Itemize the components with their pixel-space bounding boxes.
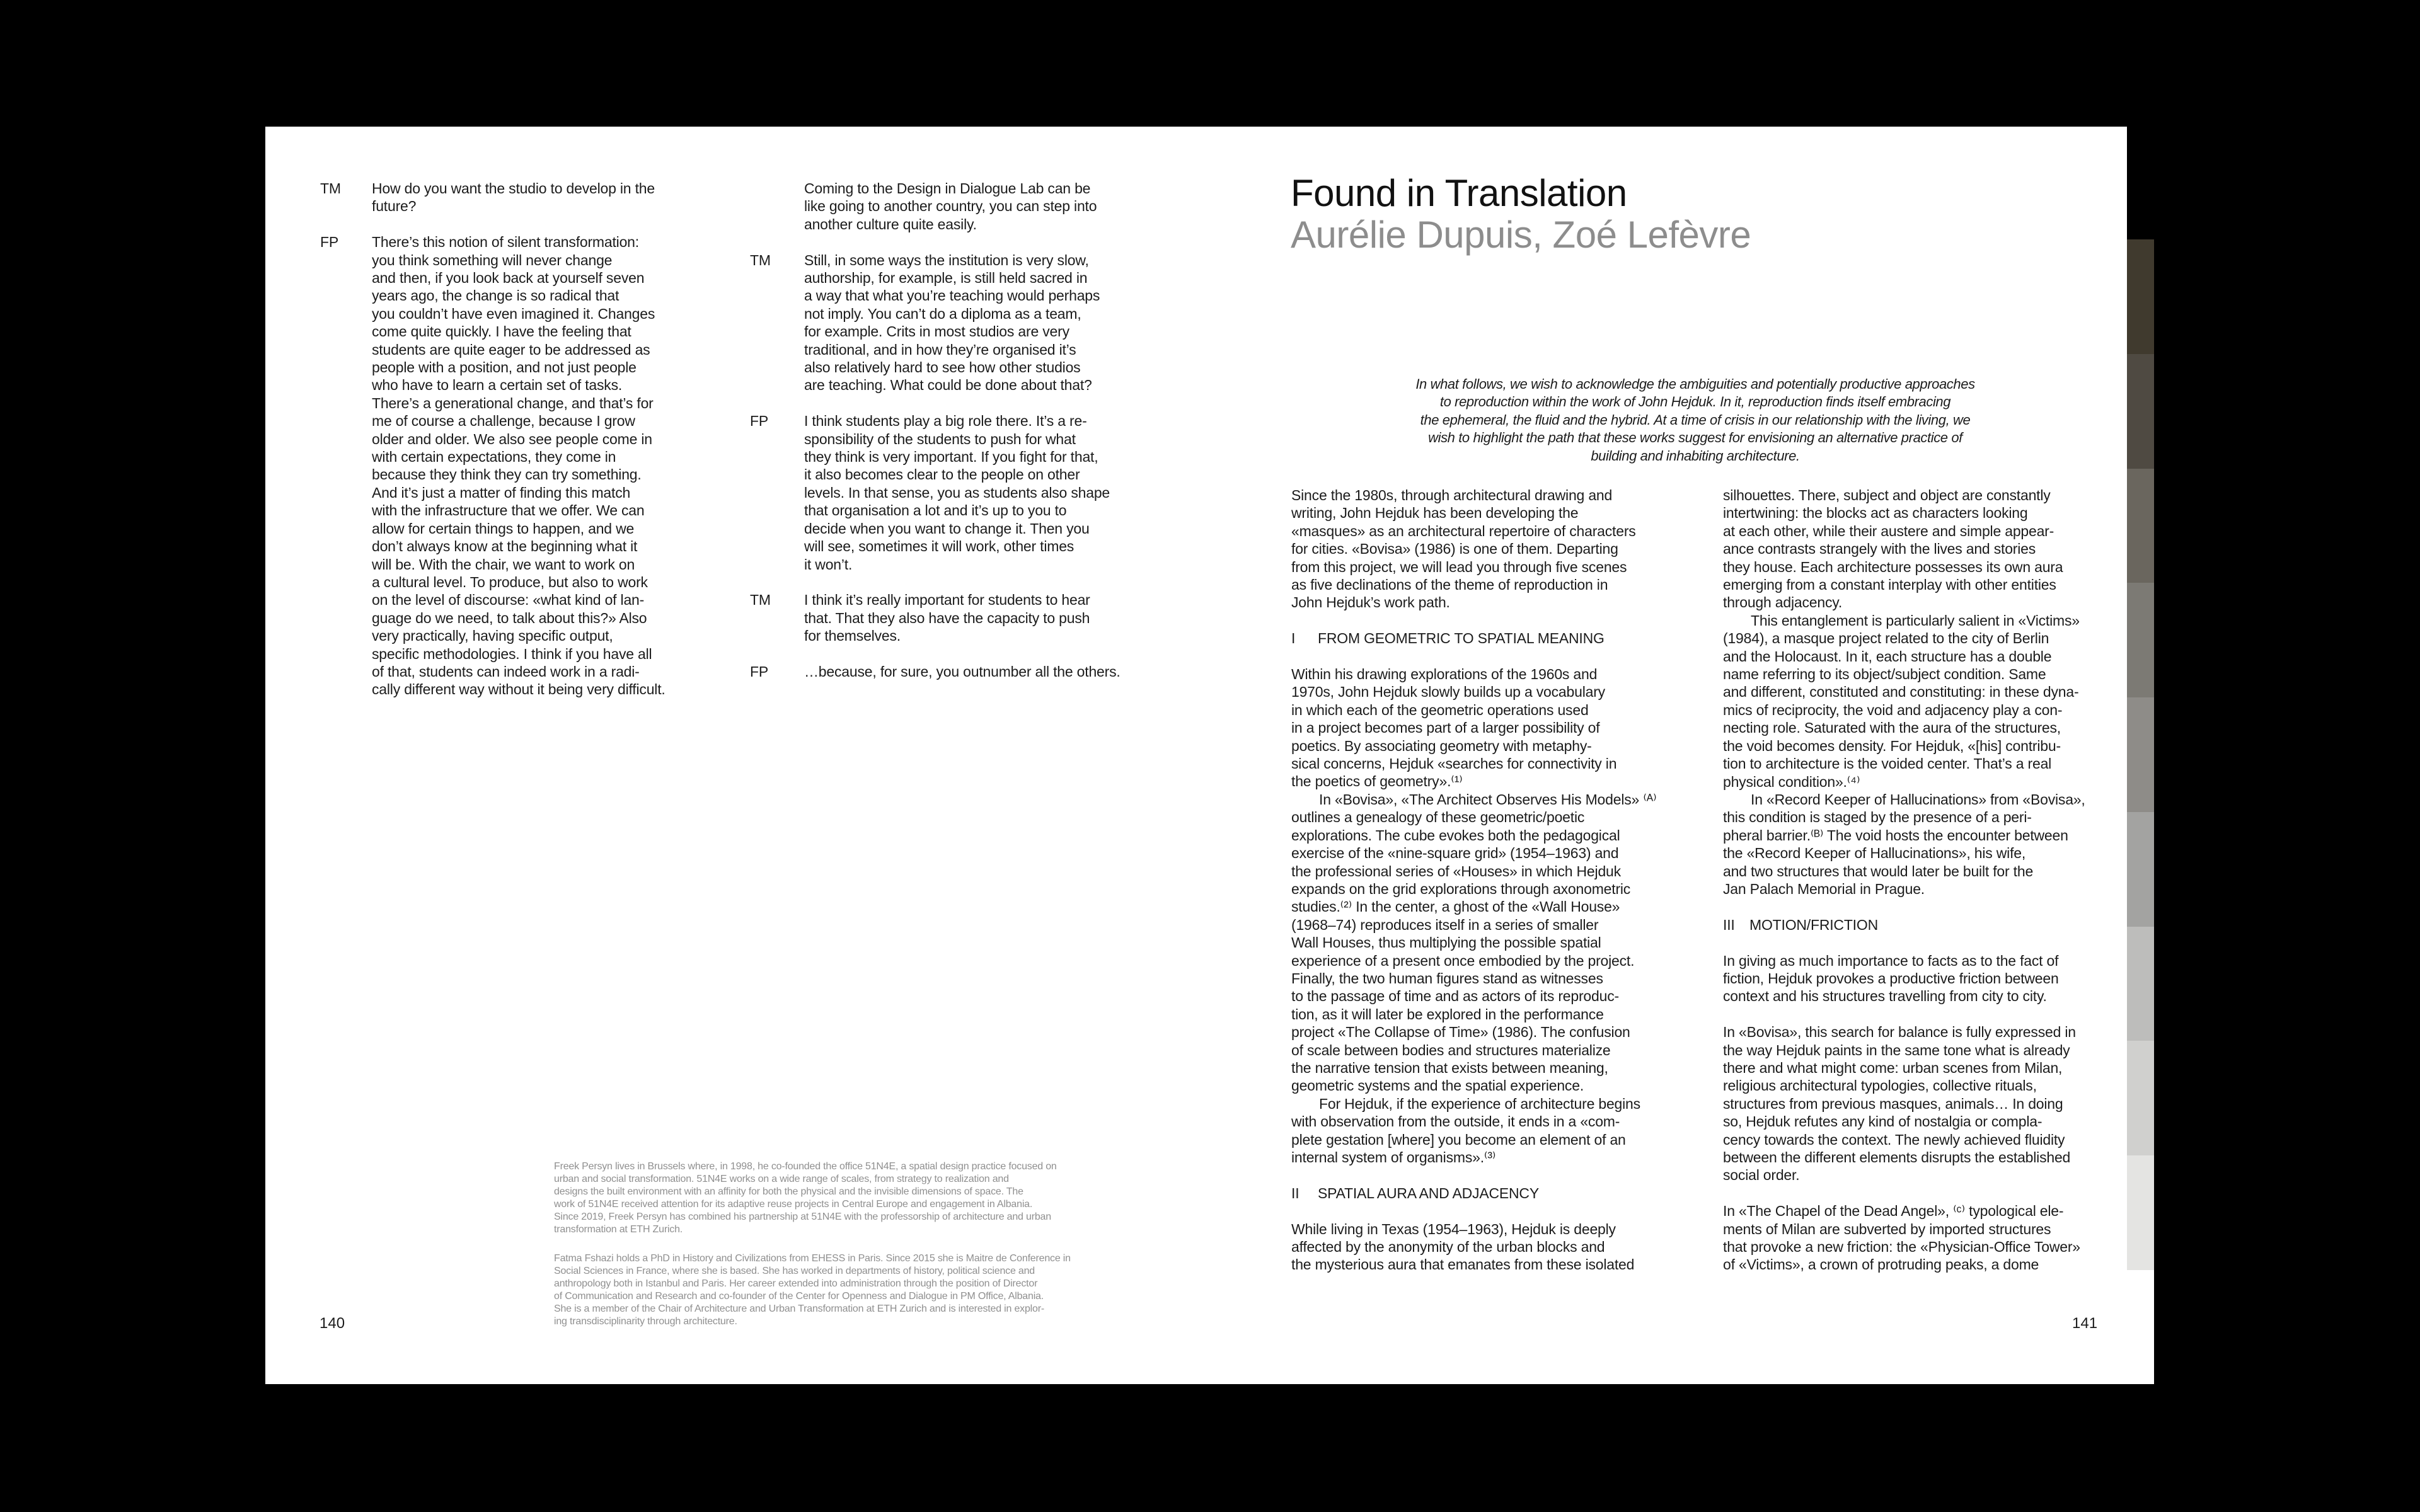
article-title: Found in Translation [1291, 172, 1627, 214]
interview-text: Coming to the Design in Dialogue Lab can be like going to another country, you can step into another culture quite easily. [804, 180, 1097, 232]
body-paragraph: This entanglement is particularly salient in «Victims» (1984), a masque project related to the city of Berlin and the Holocaust. In it, each structure has a double name referring to its object/subject condition. Same and different, constituted and constituting: in these dyna- mics of reciprocity, the void and adjacency play a con- necting role. Saturated with the aura of the structures, the void becomes density. For Hejduk, «[his] contribu- tion to architecture is the voided center. That’s a real physical condition».⁽⁴⁾ [1723, 612, 2080, 790]
gray-swatch [2127, 354, 2154, 469]
article-column-1 [1291, 486, 1676, 1274]
gray-swatch [2127, 697, 2154, 812]
body-paragraph: In «Bovisa», this search for balance is fully expressed in the way Hejduk paints in the same tone what is already there and what might come: urban scenes from Milan, religious architectural typologies, collective rituals, structures from previous masques, animals… In doing so, Hejduk refutes any kind of nostalgia or compla- cency towards the context. The newly achieved fluidity between the different elements disrupts the established social order. [1723, 1024, 2076, 1184]
interview-column-2 [750, 180, 1153, 699]
body-paragraph: In «The Chapel of the Dead Angel», ⁽ᶜ⁾ typological ele- ments of Milan are subverted by imported structures that provoke a new friction: the «Physician-Office Tower» of «Victims», a crown of protruding peaks, a dome [1723, 1203, 2080, 1273]
gray-swatch [2127, 469, 2154, 583]
section-number: III [1723, 916, 1735, 933]
interview-entry [750, 180, 1153, 233]
gray-swatch [2127, 812, 2154, 927]
body-paragraph: silhouettes. There, subject and object are constantly intertwining: the blocks act as characters looking at each other, while their austere and simple appear- ance contrasts strangely with the lives and stories they house. Each architecture possesses its own aura emerging from a constant interplay with other entities through adjacency. [1723, 487, 2063, 611]
speaker-label: FP [320, 234, 338, 251]
body-paragraph: While living in Texas (1954–1963), Hejduk is deeply affected by the anonymity of the urban blocks and the mysterious aura that emanates from these isolated [1291, 1220, 1635, 1273]
speaker-label: TM [320, 180, 341, 197]
speaker-label: TM [750, 592, 771, 609]
gray-swatch [2127, 1155, 2154, 1270]
interview-entry [320, 233, 698, 699]
body-paragraph: Since the 1980s, through architectural drawing and writing, John Hejduk has been developing the «masques» as an architectural repertoire of characters for cities. «Bovisa» (1986) is one of them. Departing from this project, we will lead you through five scenes as five declinations of the theme of reproduction in John Hejduk’s work path. [1291, 487, 1636, 611]
gray-swatch [2127, 583, 2154, 697]
section-heading [1291, 629, 1676, 647]
interview-text: …because, for sure, you outnumber all the others. [804, 663, 1121, 680]
gray-swatch [2127, 1041, 2154, 1155]
section-number: I [1291, 630, 1296, 647]
interview-entry [750, 591, 1153, 644]
body-paragraph: In «Record Keeper of Hallucinations» from «Bovisa», this condition is staged by the presence of a peri- pheral barrier.⁽ᴮ⁾ The void hosts the encounter between the «Record Keeper of Hallucinations», his wife, and two structures that would later be built for the Jan Palach Memorial in Prague. [1723, 791, 2085, 897]
body-paragraph: Within his drawing explorations of the 1960s and 1970s, John Hejduk slowly builds up a vocabulary in which each of the geometric operations used in a project becomes part of a larger possibility of poetics. By associating geometry with metaphy- sical concerns, Hejduk «searches for connectivity in the poetics of geometry».⁽¹⁾ [1291, 666, 1617, 790]
section-heading [1291, 1184, 1676, 1202]
interview-text: I think students play a big role there. It’s a re- sponsibility of the students to push for what they think is very important. If you fight for that, it also becomes clear to the people on other levels. In that sense, you as students also shape that organisation a lot and it’s up to you to decide when you want to change it. Then you will see, sometimes it will work, other times it won’t. [804, 413, 1110, 573]
bio-fatma-fshazi: Fatma Fshazi holds a PhD in History and Civilizations from EHESS in Paris. Since 2015 she is Maitre de Conference in Social Sciences in France, where she is based. She has worked in departments of history, political science and anthropology both in Istanbul and Paris. Her career extended into administration through the position of Director of Communication and Research and co-founder of the Center for Openness and Dialogue in PM Office, Albania. She is a member of the Chair of Architecture and Urban Transformation at ETH Zurich and is interested in explor- ing transdisciplinarity through architecture. [554, 1253, 1071, 1327]
article-column-2 [1723, 486, 2120, 1274]
interview-text: Still, in some ways the institution is very slow, authorship, for example, is still held sacred in a way that what you’re teaching would perhaps not imply. You can’t do a diploma as a team, for example. Crits in most studios are very traditional, and in how they’re organised it’s also relatively hard to see how other studios are teaching. What could be done about that? [804, 251, 1100, 394]
speaker-label: FP [750, 413, 768, 430]
interview-entry [750, 663, 1153, 680]
section-title: SPATIAL AURA AND ADJACENCY [1318, 1184, 1539, 1201]
gray-swatch [2127, 239, 2154, 354]
interview-entry [750, 412, 1153, 573]
interview-text: I think it’s really important for students to hear that. That they also have the capacity to push for themselves. [804, 592, 1090, 644]
interview-text: There’s this notion of silent transformation: you think something will never change and then, if you look back at yourself seven years ago, the change is so radical that you couldn’t have even imagined it. Changes come quite quickly. I have the feeling that students are quite eager to be addressed as people with a position, and not just people who have to learn a certain set of tasks. There’s a generational change, and that’s for me of course a challenge, because I grow older and older. We also see people come in with certain expectations, they come in because they think they can try something. And it’s just a matter of finding this match with the infrastructure that we offer. We can allow for certain things to happen, and we don’t always know at the beginning what it will be. With the chair, we want to work on a cultural level. To produce, but also to work on the level of discourse: «what kind of lan- guage do we need, to talk about this?» Also very practically, having specific output, specific methodologies. I think if you have all of that, students can indeed work in a radi- cally different way without it being very difficult. [372, 234, 666, 698]
body-paragraph: For Hejduk, if the experience of architecture begins with observation from the outside, it ends in a «com- plete gestation [where] you become an element of an internal system of organisms».⁽³⁾ [1291, 1095, 1640, 1166]
section-number: II [1291, 1184, 1299, 1201]
bio-freek-persyn: Freek Persyn lives in Brussels where, in 1998, he co-founded the office 51N4E, a spatial design practice focused on urban and social transformation. 51N4E works on a wide range of scales, from strategy to realization and designs the built environment with an affinity for both the physical and the invisible dimensions of space. The work of 51N4E received attention for its adaptive reuse projects in Central Europe and engagement in Albania. Since 2019, Freek Persyn has combined his partnership at 51N4E with the professorship of architecture and urban transformation at ETH Zurich. [554, 1161, 1057, 1235]
gray-swatch [2127, 927, 2154, 1041]
interview-text: How do you want the studio to develop in the future? [372, 180, 655, 215]
speaker-label: FP [750, 663, 768, 680]
section-heading [1723, 916, 2120, 934]
speaker-label: TM [750, 251, 771, 268]
interview-entry [320, 180, 698, 215]
page-number-right: 141 [2072, 1315, 2098, 1332]
page-number-left: 140 [320, 1315, 345, 1332]
article-authors: Aurélie Dupuis, Zoé Lefèvre [1291, 214, 1751, 256]
body-paragraph: In giving as much importance to facts as to the fact of fiction, Hejduk provokes a productive friction between context and his structures travelling from city to city. [1723, 952, 2059, 1005]
interview-column-1 [320, 180, 698, 716]
section-title: FROM GEOMETRIC TO SPATIAL MEANING [1318, 630, 1605, 647]
page-edge [2127, 1270, 2154, 1384]
article-intro: In what follows, we wish to acknowledge the ambiguities and potentially productive approaches to reproduction within the work of John Hejduk. In it, reproduction finds itself embracing the ephemeral, the fluid and the hybrid. At a time of crisis in our relationship with the living, we wish to highlight the path that these works suggest for envisioning an alternative practice of building and inhabiting architecture. [1415, 376, 1975, 464]
section-title: MOTION/FRICTION [1749, 916, 1878, 933]
interview-entry [750, 251, 1153, 394]
body-paragraph: In «Bovisa», «The Architect Observes His Models» ⁽ᴬ⁾ outlines a genealogy of these geometric/poetic explorations. The cube evokes both the pedagogical exercise of the «nine-square grid» (1954–1963) and the professional series of «Houses» in which Hejduk expands on the grid explorations through axonometric studies.⁽²⁾ In the center, a ghost of the «Wall House» (1968–74) reproduces itself in a series of smaller Wall Houses, thus multiplying the possible spatial experience of a present once embodied by the project. Finally, the two human figures stand as witnesses to the passage of time and as actors of its reproduc- tion, as it will later be explored in the performance project «The Collapse of Time» (1986). The confusion of scale between bodies and structures materialize the narrative tension that exists between meaning, geometric systems and the spatial experience. [1291, 791, 1657, 1094]
